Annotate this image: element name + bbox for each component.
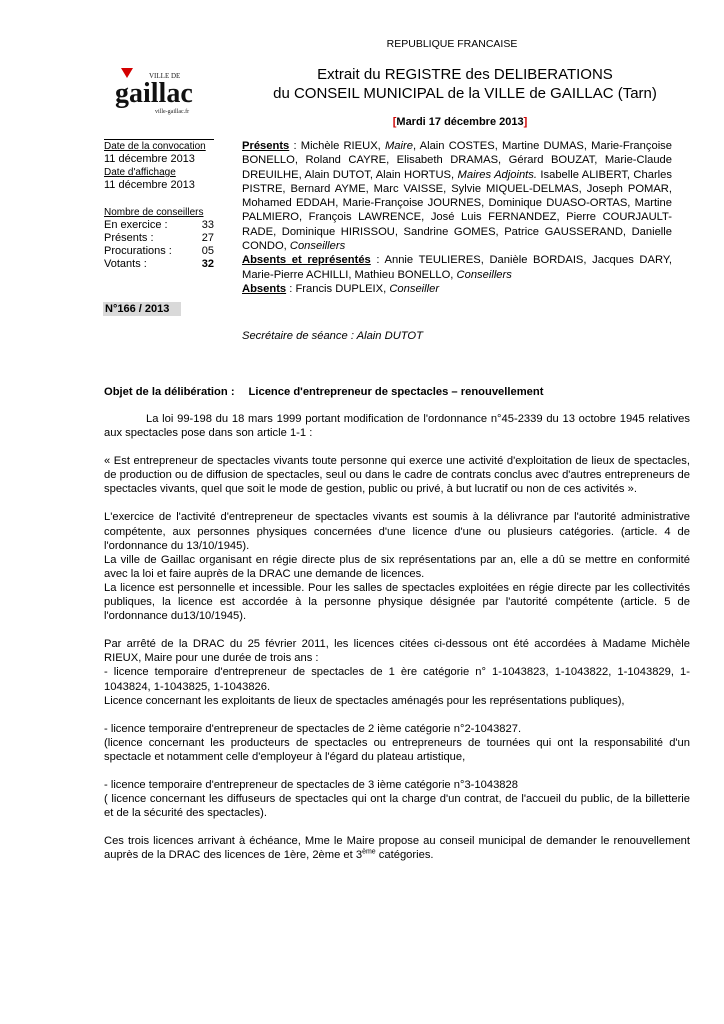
- secretaire-de-seance: Secrétaire de séance : Alain DUTOT: [242, 330, 423, 342]
- title-line-2: du CONSEIL MUNICIPAL de la VILLE de GAILLAC (Tarn): [273, 85, 657, 102]
- presents-text-c: Isabelle ALIBERT, Charles PISTRE, Bernard AYME, Marc VAISSE, Sylvie MIQUEL-DELMAS, Joseph POMAR, Mohamed EDDAH, Marie-Françoise JOURNES, Dominique DUASO-ORTAS, Martine PALMIERO, François LAWRENCE, José Luis FERNANDEZ, Pierre COURJAULT- RADE, Dominique HIRISSOU, Sandrine GOMES, Patrice GAUSSERAND, Danielle CONDO,: [242, 168, 672, 253]
- logo-url-text: ville-gaillac.fr: [155, 109, 190, 115]
- session-date: [240, 116, 680, 128]
- conseillers-role-2: Conseillers: [456, 268, 512, 281]
- presents-text-a: : Michèle RIEUX,: [289, 140, 385, 152]
- absents-heading: Absents: [242, 282, 287, 295]
- session-date-text: Mardi 17 décembre 2013: [396, 116, 524, 128]
- body-paragraph-13-end: catégories.: [375, 849, 434, 862]
- conseiller-role: Conseiller: [389, 282, 440, 295]
- procurations-label: Procurations :: [104, 245, 172, 257]
- body-paragraph-7: - licence temporaire d'entrepreneur de spectacles de 1 ère catégorie n° 1-1043823, 1-1043822, 1-1043829, 1-1043824, 1-1043825, 1-1043826.: [104, 666, 690, 693]
- logo-name-text: gaillac: [115, 78, 193, 109]
- presents-value: 27: [201, 232, 214, 244]
- presents-label: Présents :: [104, 232, 154, 244]
- absents-represented-paragraph: [242, 253, 672, 282]
- conseillers-label: Nombre de conseillers: [104, 207, 204, 218]
- objet-text: Licence d'entrepreneur de spectacles – renouvellement: [248, 386, 544, 398]
- document-title: [230, 65, 700, 103]
- conseillers-role: Conseillers: [289, 240, 346, 253]
- body-paragraph-8: Licence concernant les exploitants de lieux de spectacles aménagés pour les représentations publiques),: [104, 694, 625, 707]
- body-paragraph-13: [104, 834, 690, 862]
- body-paragraph-13-text: Ces trois licences arrivant à échéance, Mme le Maire propose au conseil municipal de demander le renouvellement auprès de la DRAC des licences de 1ère, 2ème et 3: [104, 835, 690, 862]
- exercice-label: En exercice :: [104, 219, 168, 231]
- body-paragraph-4: La ville de Gaillac organisant en régie directe plus de six représentations par an, elle a dû se mettre en conformité avec la loi et faire auprès de la DRAC une demande de licences.: [104, 553, 690, 580]
- body-paragraph-6: Par arrêté de la DRAC du 25 février 2011, les licences citées ci-dessous ont été accordées à Madame Michèle RIEUX, Maire pour une durée de trois ans :: [104, 638, 690, 665]
- presents-row: [104, 232, 214, 245]
- ville-de-gaillac-logo: [103, 64, 215, 118]
- exercice-value: 33: [201, 219, 214, 231]
- logo-small-text: VILLE DE: [149, 72, 181, 80]
- votants-value: 32: [201, 258, 214, 270]
- body-paragraph-3: L'exercice de l'activité d'entrepreneur de spectacles vivants est soumis à la délivrance par l'autorité administrative compétente, aux personnes physiques concernées d'une licence d'une ou plusieurs catégories. (article. 4 de l'ordonnance du 13/10/1945).: [104, 511, 690, 552]
- body-paragraph-1: La loi 99-198 du 18 mars 1999 portant modification de l'ordonnance n°45-2339 du 13 octobre 1945 relatives aux spectacles pose dans son article 1-1 :: [104, 413, 690, 440]
- absents-represented-text: : Annie TEULIERES, Danièle BORDAIS, Jacques DARY, Marie-Pierre ACHILLI, Mathieu BONELLO,: [242, 254, 672, 281]
- votants-label: Votants :: [104, 258, 147, 270]
- exercice-row: [104, 219, 214, 232]
- affichage-label: Date d'affichage: [104, 167, 176, 178]
- body-paragraph-11: - licence temporaire d'entrepreneur de spectacles de 3 ième catégorie n°3-1043828: [104, 778, 518, 791]
- presents-text-b: , Alain COSTES, Martine DUMAS, Marie-Françoise BONELLO, Roland CAYRE, Elisabeth DRAMAS, Gérard BOUZAT, Marie-Claude DREUILHE, Alain DUTOT, Alain HORTUS,: [242, 140, 672, 181]
- presents-heading: Présents: [242, 140, 290, 152]
- convocation-label: Date de la convocation: [104, 141, 206, 152]
- adjoints-role: Maires Adjoints.: [457, 168, 537, 181]
- procurations-row: [104, 245, 214, 258]
- date-bracket-close: ]: [523, 116, 528, 128]
- maire-role: Maire: [384, 140, 413, 152]
- procurations-value: 05: [201, 245, 214, 257]
- date-bracket-open: [: [392, 116, 397, 128]
- absents-represented-heading: Absents et représentés: [242, 254, 371, 267]
- presents-paragraph: [242, 139, 672, 253]
- republique-header: REPUBLIQUE FRANCAISE: [386, 38, 518, 50]
- convocation-date: 11 décembre 2013: [104, 153, 195, 165]
- deliberation-body: [104, 412, 690, 862]
- absents-paragraph: [242, 282, 672, 296]
- deliberation-number: N°166 / 2013: [103, 302, 181, 316]
- body-paragraph-12: ( licence concernant les diffuseurs de spectacles qui ont la charge d'un contrat, de l'accueil du public, de la billetterie et de la sécurité des spectacles).: [104, 793, 690, 820]
- objet-label: Objet de la délibération :: [104, 386, 235, 398]
- title-line-1: Extrait du REGISTRE des DELIBERATIONS: [317, 66, 613, 83]
- body-paragraph-2: « Est entrepreneur de spectacles vivants toute personne qui exerce une activité d'exploitation de lieux de spectacles, de production ou de diffusion de spectacles, seul ou dans le cadre de contrats conclus avec d'autres entrepreneurs de spectacles vivants, quel que soit le mode de gestion, public ou privé, à but lucratif ou non de ces activités ».: [104, 455, 690, 496]
- votants-row: [104, 258, 214, 271]
- body-paragraph-9: - licence temporaire d'entrepreneur de spectacles de 2 ième catégorie n°2-1043827.: [104, 722, 522, 735]
- absents-text: : Francis DUPLEIX,: [286, 282, 390, 295]
- body-paragraph-5: La licence est personnelle et incessible. Pour les salles de spectacles exploitées en régie directe par les collectivités publiques, la licence est accordée à la personne physique désignée par l'autorité compétente (article. 5 de l'ordonnance du13/10/1945).: [104, 581, 690, 623]
- deliberation-subject: [104, 386, 694, 398]
- body-paragraph-10: (licence concernant les producteurs de spectacles ou entrepreneurs de tournées qui ont la responsabilité d'un spectacle et notamment celle d'employeur à l'égard du plateau artistique,: [104, 736, 690, 763]
- gaillac-logo-icon: [103, 64, 215, 118]
- sidebar-info: [104, 139, 214, 271]
- superscript-eme: ème: [362, 848, 376, 856]
- presence-list: [242, 139, 672, 296]
- affichage-date: 11 décembre 2013: [104, 179, 195, 191]
